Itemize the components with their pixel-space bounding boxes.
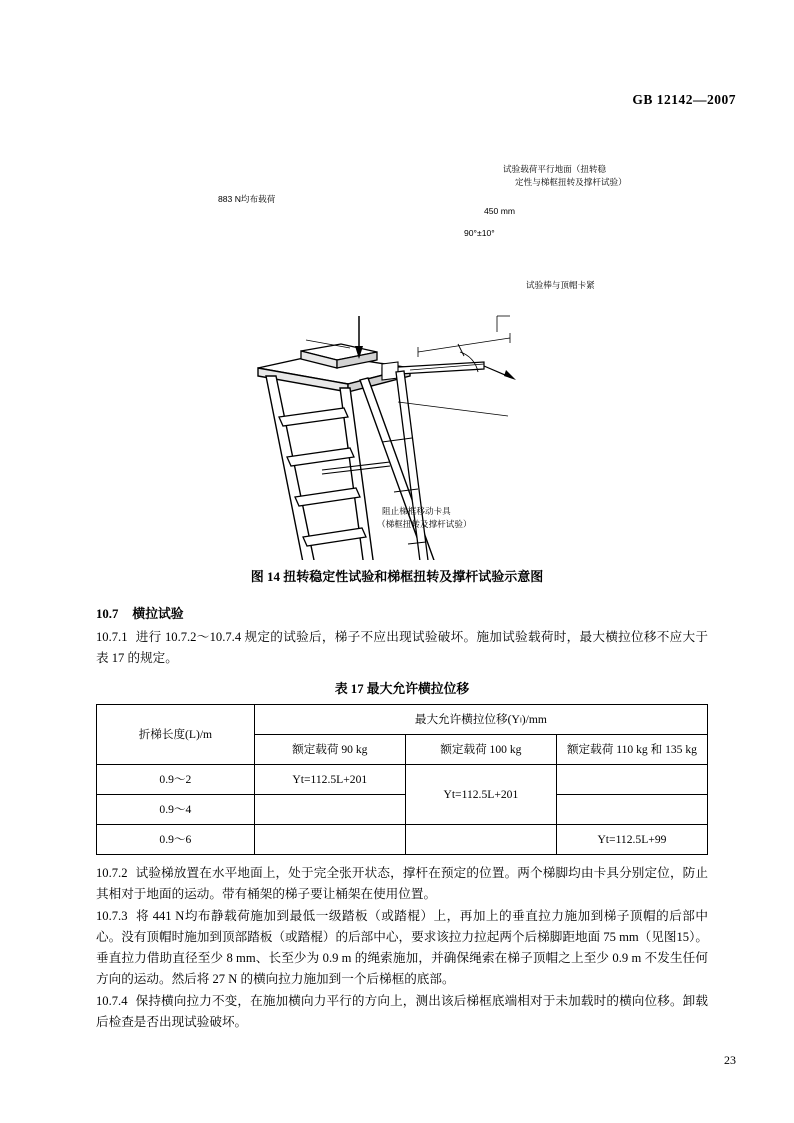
paragraph-10-7-1 — [96, 627, 708, 669]
figure-label-450mm: 450 mm — [484, 206, 516, 216]
table-cell-formula-110-135: Yt=112.5L+99 — [556, 825, 707, 855]
table-17 — [96, 704, 708, 855]
figure-label-stop-block: 阻止梯框移动卡具 — [382, 506, 451, 516]
table-header-length: 折梯长度(L)/m — [97, 705, 255, 765]
table-cell-length: 0.9～2 — [97, 765, 255, 795]
paragraph-text: 保持横向拉力不变，在施加横向力平行的方向上，测出该后梯框底端相对于未加载时的横向位移。卸载后检查是否出现试验破坏。 — [96, 994, 708, 1029]
figure-caption: 图 14 扭转稳定性试验和梯框扭转及撑杆试验示意图 — [250, 569, 544, 584]
table-cell-length: 0.9～4 — [97, 795, 255, 825]
figure-label-stop-block-2: （梯框扭转及撑杆试验） — [377, 519, 472, 529]
paragraph-text: 将 441 N均布静载荷施加到最低一级踏板（或踏棍）上，再加上的垂直拉力施加到梯子顶帽的后部中心。没有顶帽时施加到顶部踏板（或踏棍）的后部中心，要求该拉力拉起两个后梯脚距地面 75 mm（见图15）。垂直拉力借助直径至少 8 mm、长至少为 0.9 m 的绳索施加，并确保绳索在梯子顶帽之上至少 0.9 m 不发生任何方向的运动。然后将 27 N 的横向拉力施加到一个后梯框的底部。 — [96, 909, 708, 986]
table-cell-empty-4 — [254, 825, 405, 855]
table-17-wrapper — [96, 704, 708, 855]
paragraph-number: 10.7.1 — [96, 630, 128, 644]
figure-label-rod-clamp: 试验棒与顶帽卡紧 — [526, 280, 595, 290]
table-subheader-90kg: 额定载荷 90 kg — [254, 735, 405, 765]
table-title: 表 17 最大允许横拉位移 — [334, 682, 470, 696]
section-heading — [96, 604, 708, 625]
figure-label-angle: 90°±10° — [464, 228, 495, 238]
stepladder-diagram-svg — [60, 140, 734, 560]
table-subheader-100kg: 额定载荷 100 kg — [405, 735, 556, 765]
table-cell-formula-100: Yt=112.5L+201 — [405, 765, 556, 825]
table-header-row-1 — [97, 705, 708, 735]
section-title: 横拉试验 — [132, 607, 184, 621]
paragraph-number: 10.7.3 — [96, 909, 128, 923]
table-row — [97, 825, 708, 855]
paragraph-text: 试验梯放置在水平地面上，处于完全张开状态，撑杆在预定的位置。两个梯脚均由卡具分别定位，防止其相对于地面的运动。带有桶架的梯子要让桶架在使用位置。 — [96, 866, 708, 901]
paragraph-10-7-3 — [96, 906, 708, 990]
paragraph-10-7-4 — [96, 991, 708, 1033]
document-body — [96, 598, 708, 1034]
page-number: 23 — [724, 1053, 736, 1067]
table-row — [97, 765, 708, 795]
table-cell-empty-3 — [556, 795, 707, 825]
table-cell-length: 0.9～6 — [97, 825, 255, 855]
paragraph-10-7-2 — [96, 863, 708, 905]
figure-label-load-parallel-2: 定性与梯框扭转及撑杆试验） — [515, 177, 627, 187]
table-cell-formula-90: Yt=112.5L+201 — [254, 765, 405, 795]
section-number: 10.7 — [96, 607, 119, 621]
table-row — [97, 795, 708, 825]
figure-label-load-parallel: 试验载荷平行地面（扭转稳 — [503, 164, 607, 174]
table-cell-empty-5 — [405, 825, 556, 855]
table-cell-empty-1 — [556, 765, 707, 795]
table-cell-empty-2 — [254, 795, 405, 825]
table-subheader-110-135kg: 额定载荷 110 kg 和 135 kg — [556, 735, 707, 765]
paragraph-number: 10.7.2 — [96, 866, 128, 880]
paragraph-text: 进行 10.7.2～10.7.4 规定的试验后，梯子不应出现试验破坏。施加试验载荷时，最大横拉位移不应大于表 17 的规定。 — [96, 630, 708, 665]
figure-label-uniform-load: 883 N均布载荷 — [218, 194, 276, 204]
paragraph-number: 10.7.4 — [96, 994, 128, 1008]
figure-14-illustration — [60, 140, 734, 560]
standard-code-header: GB 12142—2007 — [632, 92, 736, 107]
table-header-displacement: 最大允许横拉位移(Yₗ)/mm — [254, 705, 707, 735]
